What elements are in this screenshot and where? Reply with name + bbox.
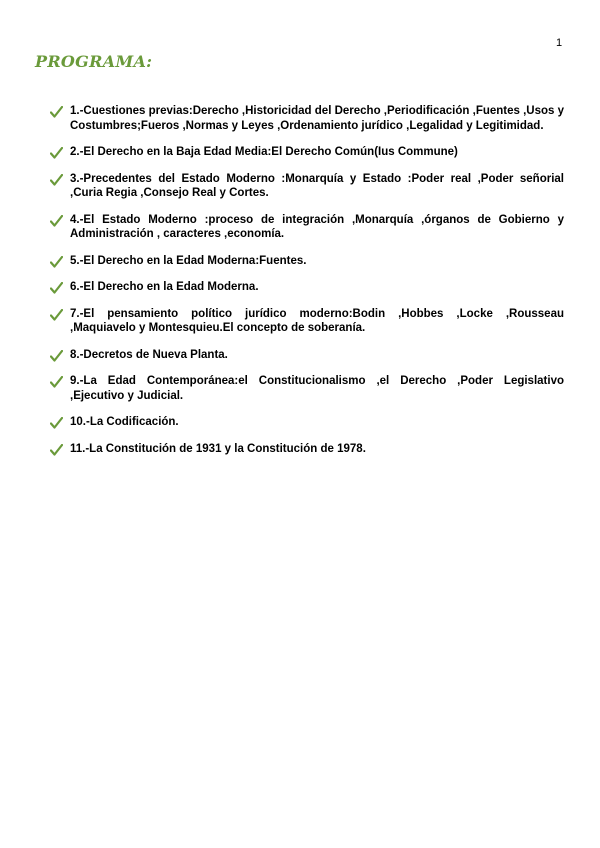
check-icon bbox=[50, 444, 70, 456]
list-item bbox=[50, 254, 564, 269]
check-icon bbox=[50, 174, 70, 186]
list-item-text: 11.-La Constitución de 1931 y la Constitución de 1978. bbox=[70, 442, 366, 455]
list-item-text: 4.-El Estado Moderno :proceso de integración ,Monarquía ,órganos de Gobierno y Administración , caracteres ,economía. bbox=[70, 213, 564, 240]
list-item bbox=[50, 145, 564, 160]
check-icon bbox=[50, 309, 70, 321]
list-item-text: 6.-El Derecho en la Edad Moderna. bbox=[70, 281, 259, 293]
program-list bbox=[50, 104, 564, 468]
list-item-text: 3.-Precedentes del Estado Moderno :Monarquía y Estado :Poder real ,Poder señorial ,Curia Regia ,Consejo Real y Cortes. bbox=[70, 172, 564, 199]
page-number: 1 bbox=[556, 37, 563, 49]
list-item bbox=[50, 213, 564, 242]
check-icon bbox=[50, 350, 70, 362]
check-icon bbox=[50, 256, 70, 268]
check-icon bbox=[50, 376, 70, 388]
list-item bbox=[50, 172, 564, 201]
list-item-text: 5.-El Derecho en la Edad Moderna:Fuentes. bbox=[70, 254, 307, 267]
list-item-text: 1.-Cuestiones previas:Derecho ,Historicidad del Derecho ,Periodificación ,Fuentes ,Usos y Costumbres;Fueros ,Normas y Leyes ,Ordenamiento jurídico ,Legalidad y Legitimidad. bbox=[70, 105, 565, 132]
list-item-text: 2.-El Derecho en la Baja Edad Media:El Derecho Común(Ius Commune) bbox=[70, 146, 458, 158]
check-icon bbox=[50, 215, 70, 227]
list-item bbox=[50, 280, 564, 295]
list-item-text: 9.-La Edad Contemporánea:el Constitucionalismo ,el Derecho ,Poder Legislativo ,Ejecutivo y Judicial. bbox=[70, 375, 564, 402]
list-item bbox=[50, 307, 564, 336]
list-item bbox=[50, 442, 564, 457]
list-item-text: 7.-El pensamiento político jurídico moderno:Bodin ,Hobbes ,Locke ,Rousseau ,Maquiavelo y Montesquieu.El concepto de soberanía. bbox=[70, 307, 564, 334]
list-item-text: 10.-La Codificación. bbox=[70, 416, 179, 428]
list-item bbox=[50, 348, 564, 363]
check-icon bbox=[50, 147, 70, 159]
list-item bbox=[50, 415, 564, 430]
page-title: PROGRAMA: bbox=[35, 52, 153, 71]
check-icon bbox=[50, 106, 70, 118]
check-icon bbox=[50, 282, 70, 294]
check-icon bbox=[50, 417, 70, 429]
list-item bbox=[50, 374, 564, 403]
list-item-text: 8.-Decretos de Nueva Planta. bbox=[70, 348, 228, 361]
list-item bbox=[50, 104, 564, 133]
